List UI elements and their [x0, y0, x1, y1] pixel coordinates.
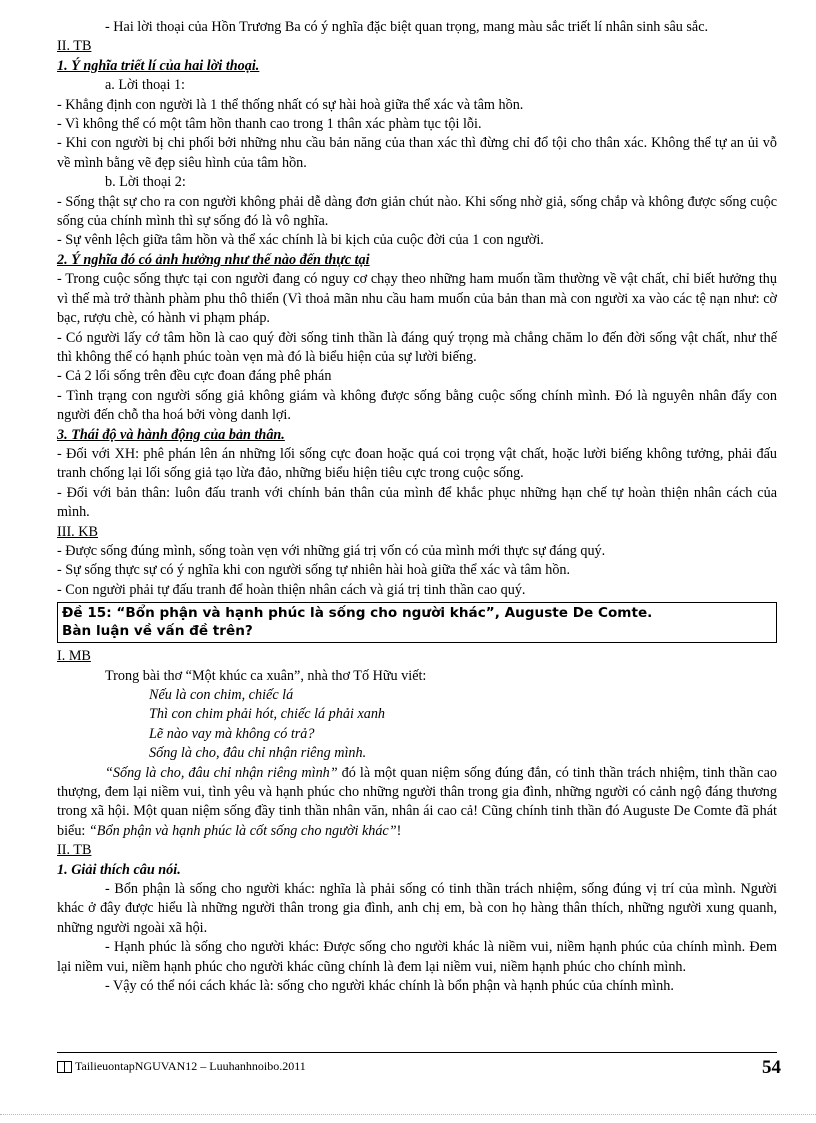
verse-line: Sống là cho, đâu chỉ nhận riêng mình. [149, 745, 367, 762]
paragraph: - Sự vênh lệch giữa tâm hồn và thể xác chính là bi kịch của cuộc đời của 1 con người. [57, 232, 544, 249]
section-heading: I. MB [57, 648, 91, 665]
verse-line: Nếu là con chim, chiếc lá [149, 687, 294, 703]
item-label: b. Lời thoại 2: [105, 174, 186, 191]
subsection-heading: 1. Ý nghĩa triết lí của hai lời thoại. [57, 57, 260, 74]
subsection-heading: 3. Thái độ và hành động của bản thân. [57, 426, 285, 443]
paragraph: - Tình trạng con người sống giả không giám và không được sống bằng cuộc sống chính mình. Đó là nguyên nhân đẩy con người đến chỗ tha hoá bởi vòng danh lợi. [57, 387, 777, 424]
section-heading: II. TB [57, 38, 92, 55]
book-icon [57, 1061, 72, 1073]
paragraph: - Được sống đúng mình, sống toàn vẹn với những giá trị vốn có của mình mới thực sự đáng quý. [57, 542, 606, 559]
paragraph: Trong bài thơ “Một khúc ca xuân”, nhà thơ Tố Hữu viết: [105, 667, 427, 684]
paragraph: - Vậy có thể nói cách khác là: sống cho người khác chính là bổn phận và hạnh phúc của chính mình. [105, 978, 674, 995]
verse-line: Thì con chim phải hót, chiếc lá phải xanh [149, 706, 386, 723]
paragraph: - Đối với bản thân: luôn đấu tranh với chính bản thân của mình để khắc phục những hạn chế tự hoàn thiện nhân cách của mình. [57, 484, 777, 521]
page-number: 54 [762, 1057, 781, 1078]
paragraph: - Vì không thể có một tâm hồn thanh cao trong 1 thân xác phàm tục tội lỗi. [57, 116, 482, 133]
paragraph: - Hai lời thoại của Hồn Trương Ba có ý nghĩa đặc biệt quan trọng, mang màu sắc triết lí nhân sinh sâu sắc. [105, 19, 709, 35]
footer-source [57, 1059, 306, 1074]
subsection-heading: 2. Ý nghĩa đó có ảnh hưởng như thế nào đến thực tại [57, 251, 370, 268]
question-subtitle: Bàn luận về vấn đề trên? [62, 623, 253, 640]
paragraph-text: đó là một quan niệm sống đúng đắn, có tinh thần trách nhiệm, tinh thần cao thượng, đem lại niềm vui, tình yêu và hạnh phúc cho những người thân trong gia đình, những người có cảnh ngộ đáng thương trong xã hội. Một quan niệm sống đầy tinh thần nhân văn, nhân ái cao cả! Cũng chính tinh thần đó Auguste De Comte đã phát biểu: [57, 764, 777, 839]
question-box [57, 602, 777, 643]
paragraph-end: ! [396, 822, 402, 839]
footer-label: TailieuontapNGUVAN12 – Luuhanhnoibo.2011 [75, 1059, 306, 1073]
quote: “Bổn phận và hạnh phúc là cốt sống cho người khác” [88, 822, 397, 839]
paragraph: - Đối với XH: phê phán lên án những lối sống cực đoan hoặc quá coi trọng vật chất, hoặc lười biếng không tưởng, phải đấu tranh chống lại lối sống giả tạo lừa đảo, những biểu hiện tiêu cực trong cuộc sống. [57, 445, 777, 482]
section-heading: II. TB [57, 842, 92, 859]
paragraph: - Có người lấy cớ tâm hồn là cao quý đời sống tinh thần là đáng quý trọng mà chẳng chăm lo đến đời sống vật chất, như thế thì không thể có hạnh phúc toàn vẹn mà đó là biểu hiện của sự lười biếng. [57, 329, 777, 365]
paragraph: - Khi con người bị chi phối bởi những nhu cầu bản năng của than xác thì đừng chỉ đổ tội cho thân xác. Không thể tự an ủi vỗ về mình bằng vẽ đẹp siêu hình của tâm hồn. [57, 135, 777, 171]
page-footer [57, 1052, 781, 1078]
paragraph: - Bổn phận là sống cho người khác: nghĩa là phải sống có tinh thần trách nhiệm, sống đúng vị trí của mình. Người khác ở đây được hiểu là những người thân trong gia đình, anh chị em, bà con họ hàng thân thích, những người xung quanh, những người ngoài xã hội. [57, 881, 777, 936]
paragraph: - Hạnh phúc là sống cho người khác: Được sống cho người khác là niềm vui, niềm hạnh phúc của chính mình. Đem lại niềm vui, niềm hạnh phúc cho người khác cũng chính là đem lại niềm vui, niềm hạnh phúc cho chính mình. [57, 939, 777, 975]
paragraph: - Khẳng định con người là 1 thể thống nhất có sự hài hoà giữa thể xác và tâm hồn. [57, 96, 524, 113]
quote: “Sống là cho, đâu chỉ nhận riêng mình” [105, 764, 338, 781]
paragraph: - Sự sống thực sự có ý nghĩa khi con người sống tự nhiên hài hoà giữa thể xác và tâm hồn. [57, 562, 571, 579]
paragraph: - Con người phải tự đấu tranh để hoàn thiện nhân cách và giá trị tinh thần cao quý. [57, 581, 526, 598]
item-label: a. Lời thoại 1: [105, 77, 185, 94]
paragraph [57, 764, 777, 842]
paragraph: - Cả 2 lối sống trên đều cực đoan đáng phê phán [57, 368, 332, 385]
subsection-heading: 1. Giải thích câu nói. [57, 861, 181, 878]
section-heading: III. KB [57, 523, 98, 540]
question-title: Đề 15: “Bổn phận và hạnh phúc là sống cho người khác”, Auguste De Comte. [62, 605, 653, 622]
page-bottom-divider [0, 1114, 816, 1115]
paragraph: - Trong cuộc sống thực tại con người đang có nguy cơ chạy theo những ham muốn tầm thường về vật chất, chỉ biết hưởng thụ vì thế mà trở thành phàm phu thô thiển (Vì thoả mãn nhu cầu ham muốn của bản than mà con người xa vào các tệ nạn như: cờ bạc, rượu chè, có hành vi phạm pháp. [57, 271, 777, 327]
document-body [57, 18, 777, 997]
paragraph: - Sống thật sự cho ra con người không phải dễ dàng đơn giản chút nào. Khi sống nhờ giả, sống chắp và không được sống cuộc sống của chính mình thì sự sống đó là vô nghĩa. [57, 193, 777, 230]
verse-line: Lẽ nào vay mà không có trả? [149, 725, 315, 742]
